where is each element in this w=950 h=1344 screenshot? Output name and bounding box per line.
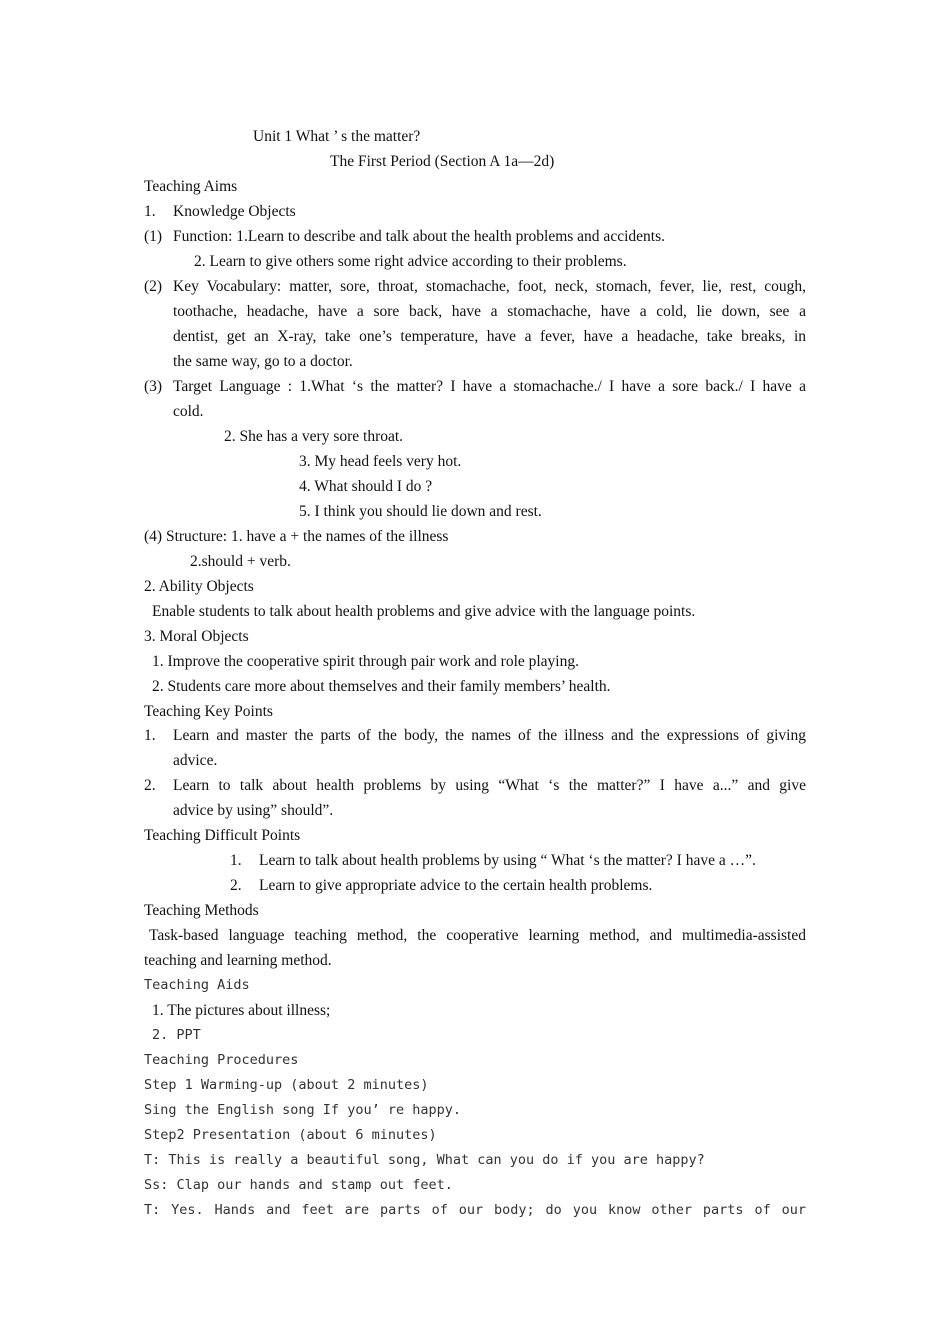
methods-line: teaching and learning method. (144, 952, 332, 969)
moral-objects-item: 2. Students care more about themselves and their family members’ health. (152, 678, 611, 695)
vocabulary-line: toothache, headache, have a sore back, have a stomachache, have a cold, lie down, see a (173, 303, 806, 320)
difficult-points-heading: Teaching Difficult Points (144, 827, 301, 844)
key-point-line: advice. (173, 752, 218, 769)
key-point-line: Learn to talk about health problems by using “What ‘s the matter?” I have a...” and give (173, 777, 806, 794)
target-language-line: Target Language : 1.What ‘s the matter? I have a stomachache./ I have a sore back./ I have a (173, 378, 806, 395)
procedure-line: T: Yes. Hands and feet are parts of our body; do you know other parts of our (144, 1202, 806, 1218)
key-point-line: advice by using” should”. (173, 802, 334, 819)
procedure-line: Sing the English song If you’ re happy. (144, 1102, 461, 1118)
target-language-item: 3. My head feels very hot. (299, 453, 462, 470)
procedure-line: Ss: Clap our hands and stamp out feet. (144, 1177, 453, 1193)
vocabulary-num: (2) (144, 278, 163, 295)
vocabulary-line: dentist, get an X-ray, take one’s temperature, have a fever, have a headache, take breaks, in (173, 328, 806, 345)
vocabulary-line: Key Vocabulary: matter, sore, throat, stomachache, foot, neck, stomach, fever, lie, rest, cough, (173, 278, 806, 295)
function-line: 2. Learn to give others some right advice according to their problems. (194, 253, 627, 270)
procedure-line: T: This is really a beautiful song, What can you do if you are happy? (144, 1152, 705, 1168)
aids-item: 2. PPT (152, 1027, 201, 1043)
target-language-item: 2. She has a very sore throat. (224, 428, 404, 445)
difficult-point-num: 2. (230, 877, 242, 894)
document-title: Unit 1 What ’ s the matter? (253, 128, 421, 145)
procedure-line: Step 1 Warming-up (about 2 minutes) (144, 1077, 429, 1093)
key-points-heading: Teaching Key Points (144, 703, 273, 720)
document-subtitle: The First Period (Section A 1a—2d) (330, 153, 555, 170)
methods-line: Task-based language teaching method, the cooperative learning method, and multimedia-assisted (149, 927, 806, 944)
moral-objects-title: 3. Moral Objects (144, 628, 249, 645)
difficult-point-num: 1. (230, 852, 242, 869)
function-line: Function: 1.Learn to describe and talk about the health problems and accidents. (173, 228, 665, 245)
difficult-point-text: Learn to talk about health problems by using “ What ‘s the matter? I have a …”. (259, 852, 756, 869)
difficult-point-text: Learn to give appropriate advice to the certain health problems. (259, 877, 653, 894)
key-point-num: 1. (144, 727, 156, 744)
procedure-line: Step2 Presentation (about 6 minutes) (144, 1127, 437, 1143)
target-language-item: 5. I think you should lie down and rest. (299, 503, 542, 520)
target-language-item: 4. What should I do ? (299, 478, 433, 495)
procedures-heading: Teaching Procedures (144, 1052, 299, 1068)
key-point-line: Learn and master the parts of the body, the names of the illness and the expressions of giving (173, 727, 806, 744)
aids-item: 1. The pictures about illness; (152, 1002, 331, 1019)
knowledge-objects-num: 1. (144, 203, 156, 220)
moral-objects-item: 1. Improve the cooperative spirit through pair work and role playing. (152, 653, 579, 670)
aids-heading: Teaching Aids (144, 977, 250, 993)
structure-line: 2.should + verb. (190, 553, 291, 570)
vocabulary-line: the same way, go to a doctor. (173, 353, 353, 370)
ability-objects-text: Enable students to talk about health problems and give advice with the language points. (152, 603, 696, 620)
function-num: (1) (144, 228, 163, 245)
ability-objects-title: 2. Ability Objects (144, 578, 254, 595)
structure-line: (4) Structure: 1. have a + the names of the illness (144, 528, 449, 545)
target-language-num: (3) (144, 378, 163, 395)
methods-heading: Teaching Methods (144, 902, 259, 919)
target-language-line: cold. (173, 403, 204, 420)
key-point-num: 2. (144, 777, 156, 794)
knowledge-objects-title: Knowledge Objects (173, 203, 296, 220)
teaching-aims-heading: Teaching Aims (144, 178, 238, 195)
